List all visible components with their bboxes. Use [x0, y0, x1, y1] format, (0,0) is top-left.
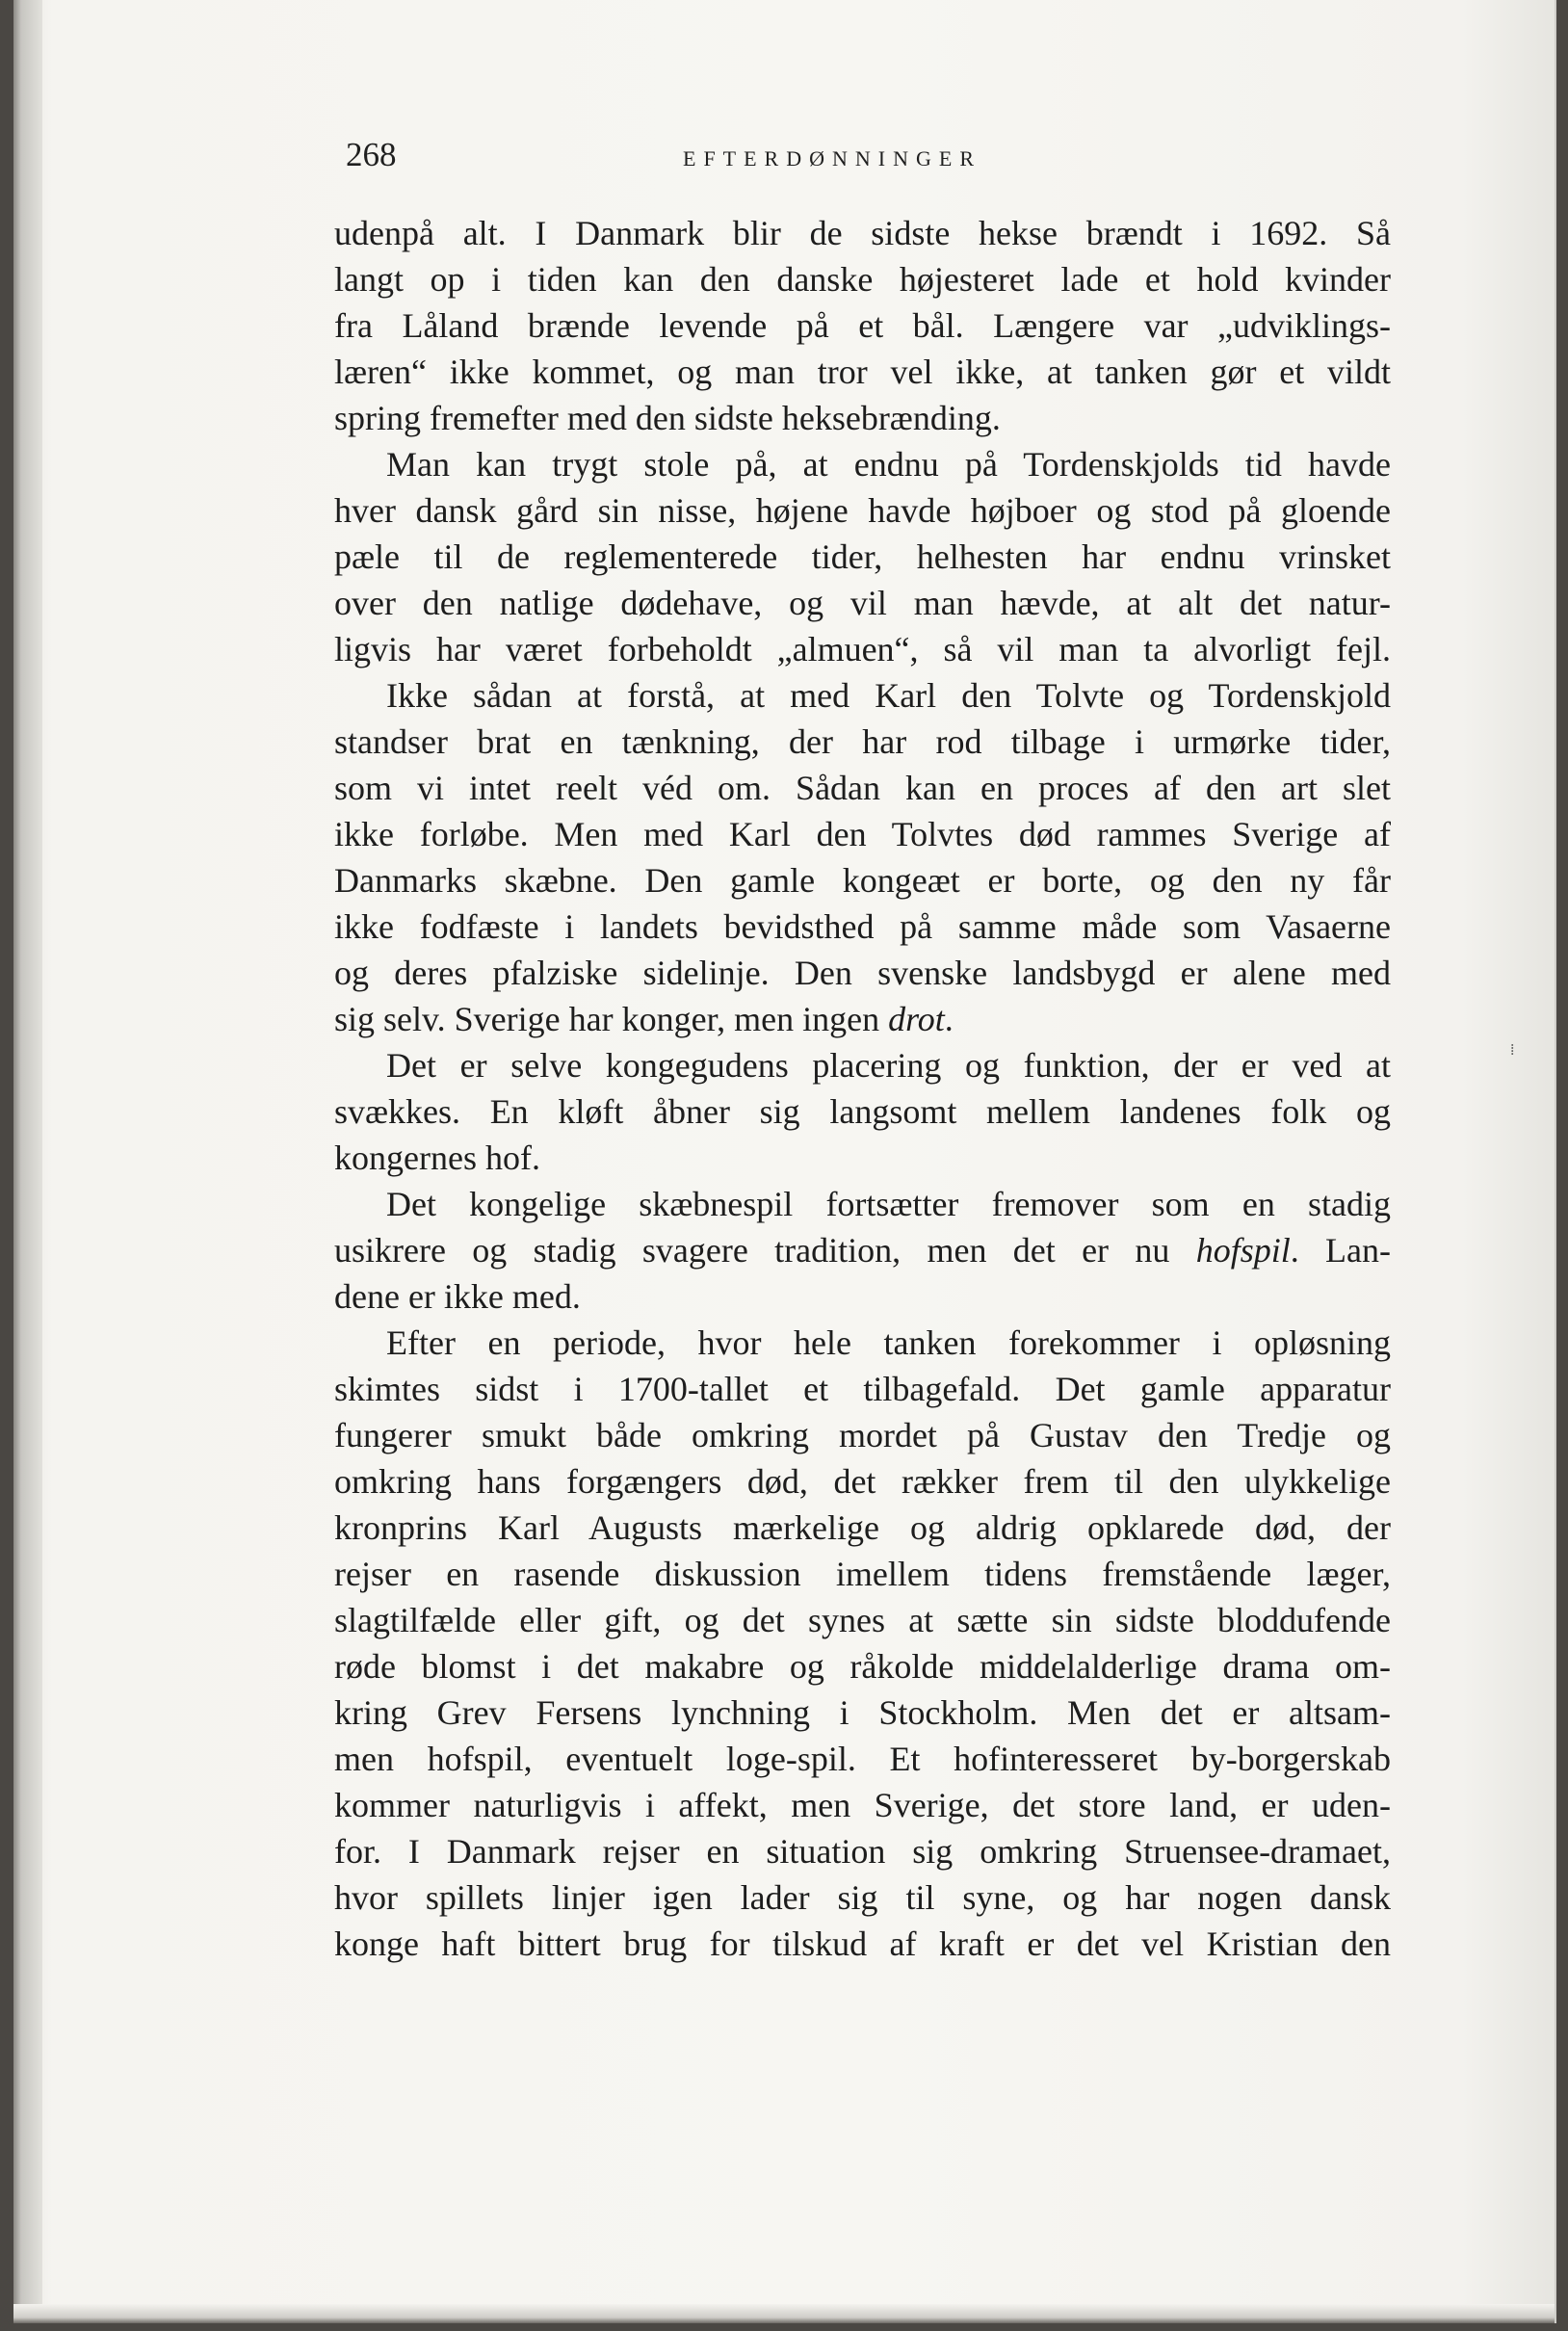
- text-run: . Lan-: [1290, 1231, 1391, 1270]
- text-run: sig selv. Sverige har konger, men ingen: [334, 1000, 889, 1038]
- text-line: men hofspil, eventuelt loge-spil. Et hofinteresseret by-borgerskab: [334, 1740, 1391, 1778]
- text-line: Det er selve kongegudens placering og funktion, der er ved at: [386, 1046, 1391, 1085]
- text-line: kronprins Karl Augusts mærkelige og aldrig opklarede død, der: [334, 1508, 1391, 1547]
- text-line: standser brat en tænkning, der har rod tilbage i urmørke tider,: [334, 722, 1391, 761]
- text-line: røde blomst i det makabre og råkolde middelalderlige drama om-: [334, 1647, 1391, 1686]
- text-line: Man kan trygt stole på, at endnu på Tordenskjolds tid havde: [386, 445, 1391, 484]
- paragraph-6: [334, 1320, 1391, 1967]
- text-line: konge haft bittert brug for tilskud af kraft er det vel Kristian den: [334, 1925, 1391, 1963]
- text-run: usikrere og stadig svagere tradition, men det er nu: [334, 1231, 1196, 1270]
- page-header: [334, 131, 1391, 179]
- text-line: svækkes. En kløft åbner sig langsomt mellem landenes folk og: [334, 1092, 1391, 1131]
- text-line: [334, 1227, 1391, 1273]
- text-line: kring Grev Fersens lynchning i Stockholm. Men det er altsam-: [334, 1693, 1391, 1732]
- text-line: ikke fodfæste i landets bevidsthed på samme måde som Vasaerne: [334, 907, 1391, 946]
- text-line: ikke forløbe. Men med Karl den Tolvtes død rammes Sverige af: [334, 815, 1391, 853]
- paragraph-3: [334, 672, 1391, 1042]
- text-line: fungerer smukt både omkring mordet på Gustav den Tredje og: [334, 1416, 1391, 1454]
- text-line: omkring hans forgængers død, det rækker frem til den ulykkelige: [334, 1462, 1391, 1501]
- paragraph-1: [334, 210, 1391, 441]
- text-line: hver dansk gård sin nisse, højene havde højboer og stod på gloende: [334, 491, 1391, 530]
- text-line: og deres pfalziske sidelinje. Den svenske landsbygd er alene med: [334, 954, 1391, 992]
- text-line: Danmarks skæbne. Den gamle kongeæt er borte, og den ny får: [334, 861, 1391, 900]
- paragraph-2: [334, 441, 1391, 672]
- text-line: kongernes hof.: [334, 1139, 540, 1177]
- text-line: skimtes sidst i 1700-tallet et tilbagefald. Det gamle apparatur: [334, 1370, 1391, 1408]
- page-number: 268: [346, 136, 397, 173]
- text-line: rejser en rasende diskussion imellem tidens fremstående læger,: [334, 1555, 1391, 1593]
- page-spine-shadow: [13, 0, 42, 2323]
- text-line: over den natlige dødehave, og vil man hævde, at alt det natur-: [334, 584, 1391, 622]
- text-line: for. I Danmark rejser en situation sig omkring Struensee-dramaet,: [334, 1832, 1391, 1871]
- paragraph-5: [334, 1181, 1391, 1320]
- italic-word: drot: [888, 1000, 945, 1038]
- italic-word: hofspil: [1195, 1231, 1291, 1270]
- text-line: pæle til de reglementerede tider, helhesten har endnu vrinsket: [334, 537, 1391, 576]
- text-line: læren“ ikke kommet, og man tror vel ikke, at tanken gør et vildt: [334, 353, 1391, 391]
- text-line: dene er ikke med.: [334, 1277, 581, 1316]
- paragraph-4: [334, 1042, 1391, 1181]
- text-line: ligvis har været forbeholdt „almuen“, så vil man ta alvorligt fejl.: [334, 630, 1391, 668]
- text-line: Det kongelige skæbnespil fortsætter fremover som en stadig: [386, 1185, 1391, 1223]
- text-line: hvor spillets linjer igen lader sig til syne, og har nogen dansk: [334, 1878, 1391, 1917]
- text-line: kommer naturligvis i affekt, men Sverige, det store land, er uden-: [334, 1786, 1391, 1824]
- text-line: langt op i tiden kan den danske højesteret lade et hold kvinder: [334, 260, 1391, 299]
- text-line: fra Låland brænde levende på et bål. Længere var „udviklings-: [334, 306, 1391, 345]
- text-line: udenpå alt. I Danmark blir de sidste hekse brændt i 1692. Så: [334, 214, 1391, 252]
- running-head: EFTERDØNNINGER: [683, 146, 981, 170]
- text-line: [334, 996, 1391, 1042]
- text-line: spring fremefter med den sidste heksebrænding.: [334, 399, 1001, 437]
- text-line: slagtilfælde eller gift, og det synes at sætte sin sidste bloddufende: [334, 1601, 1391, 1639]
- body-text: [334, 210, 1391, 1967]
- text-line: Ikke sådan at forstå, at med Karl den Tolvte og Tordenskjold: [386, 676, 1391, 715]
- text-run: .: [944, 1000, 954, 1038]
- text-line: som vi intet reelt véd om. Sådan kan en proces af den art slet: [334, 769, 1391, 807]
- page-bottom-edge: [13, 2304, 1555, 2323]
- margin-mark: ⁞: [1510, 1042, 1515, 1059]
- text-line: Efter en periode, hvor hele tanken forekommer i opløsning: [386, 1323, 1391, 1362]
- page-sheet: [13, 0, 1556, 2323]
